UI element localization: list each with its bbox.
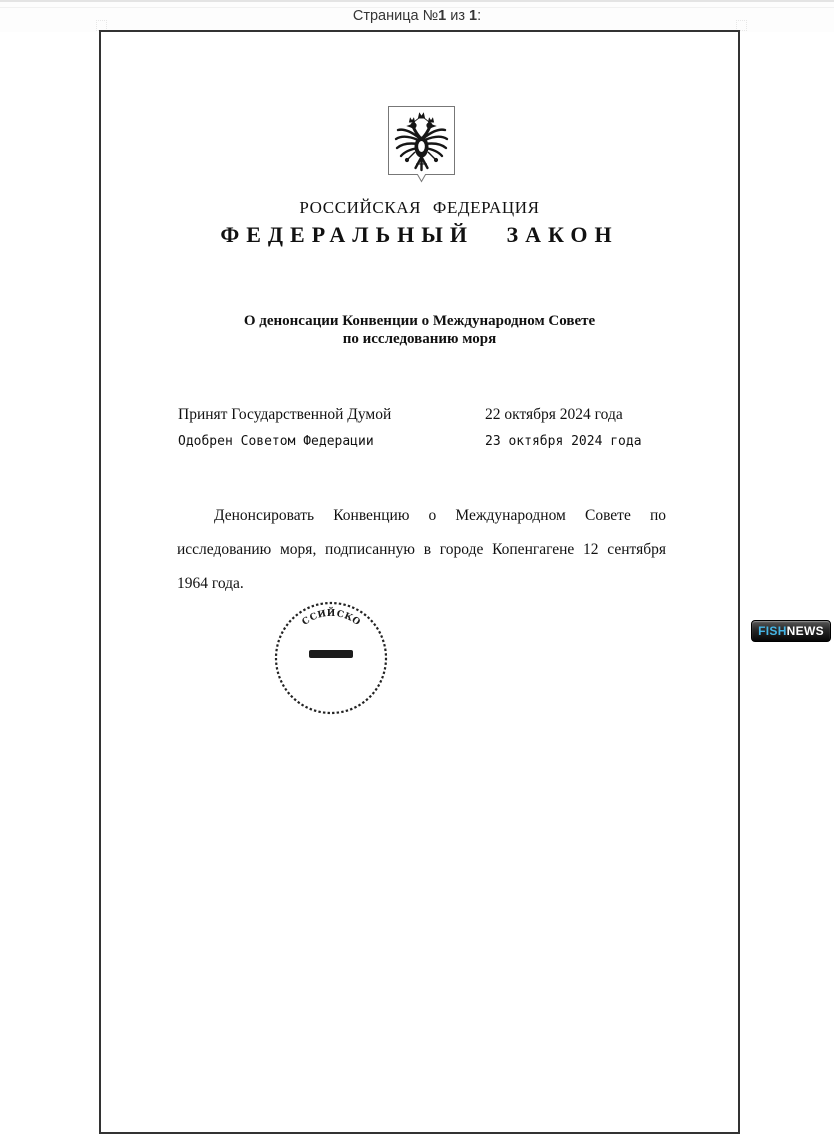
- document-page: [99, 30, 740, 1134]
- adopted-row: [178, 406, 665, 426]
- approved-row: [178, 434, 665, 454]
- svg-text:С: С: [300, 615, 313, 628]
- seal-inner-emblem-top: [309, 650, 353, 658]
- coat-of-arms: [388, 106, 455, 183]
- law-title-line-1: О денонсации Конвенции о Международном Совете: [243, 313, 596, 329]
- fishnews-news-text: NEWS: [786, 624, 824, 638]
- fishnews-fish-text: FISH: [758, 624, 787, 638]
- svg-text:С: С: [308, 611, 320, 624]
- body-line: 1964 года.: [177, 575, 244, 592]
- page-indicator-current: 1: [438, 8, 447, 24]
- body-line: Денонсировать Конвенцию о Международном Совете по: [214, 507, 666, 524]
- svg-text:Й: Й: [326, 609, 336, 619]
- seal-circular-text: [301, 606, 362, 628]
- svg-text:О: О: [349, 615, 362, 628]
- seal-icon: [273, 600, 389, 716]
- russian-coat-of-arms-icon: [388, 106, 455, 183]
- page-indicator-suffix: :: [477, 8, 482, 24]
- law-title-line-2: по исследованию моря: [342, 330, 497, 347]
- page-indicator-bar: [0, 0, 834, 32]
- approved-label: Одобрен Советом Федерации: [178, 434, 374, 449]
- page-indicator-text: [0, 8, 834, 24]
- page-indicator-prefix: Страница №: [352, 8, 439, 24]
- adopted-label: Принят Государственной Думой: [178, 406, 392, 423]
- svg-text:К: К: [342, 611, 354, 624]
- fishnews-watermark: [751, 620, 831, 642]
- svg-text:С: С: [335, 609, 345, 621]
- approved-date: 23 октября 2024 года: [485, 434, 642, 449]
- body-line: исследованию моря, подписанную в городе Копенгагене 12 сентября: [177, 541, 666, 558]
- page-indicator-total: 1: [469, 8, 478, 24]
- country-heading: РОССИЙСКАЯ ФЕДЕРАЦИЯ: [299, 198, 540, 217]
- page-indicator-middle: из: [446, 8, 470, 24]
- adopted-date: 22 октября 2024 года: [485, 406, 623, 423]
- svg-text:И: И: [316, 609, 328, 621]
- doc-type-heading: ФЕДЕРАЛЬНЫЙ ЗАКОН: [220, 222, 619, 247]
- official-seal: [273, 600, 389, 716]
- law-body-paragraph: [177, 505, 666, 607]
- law-title: [161, 313, 678, 348]
